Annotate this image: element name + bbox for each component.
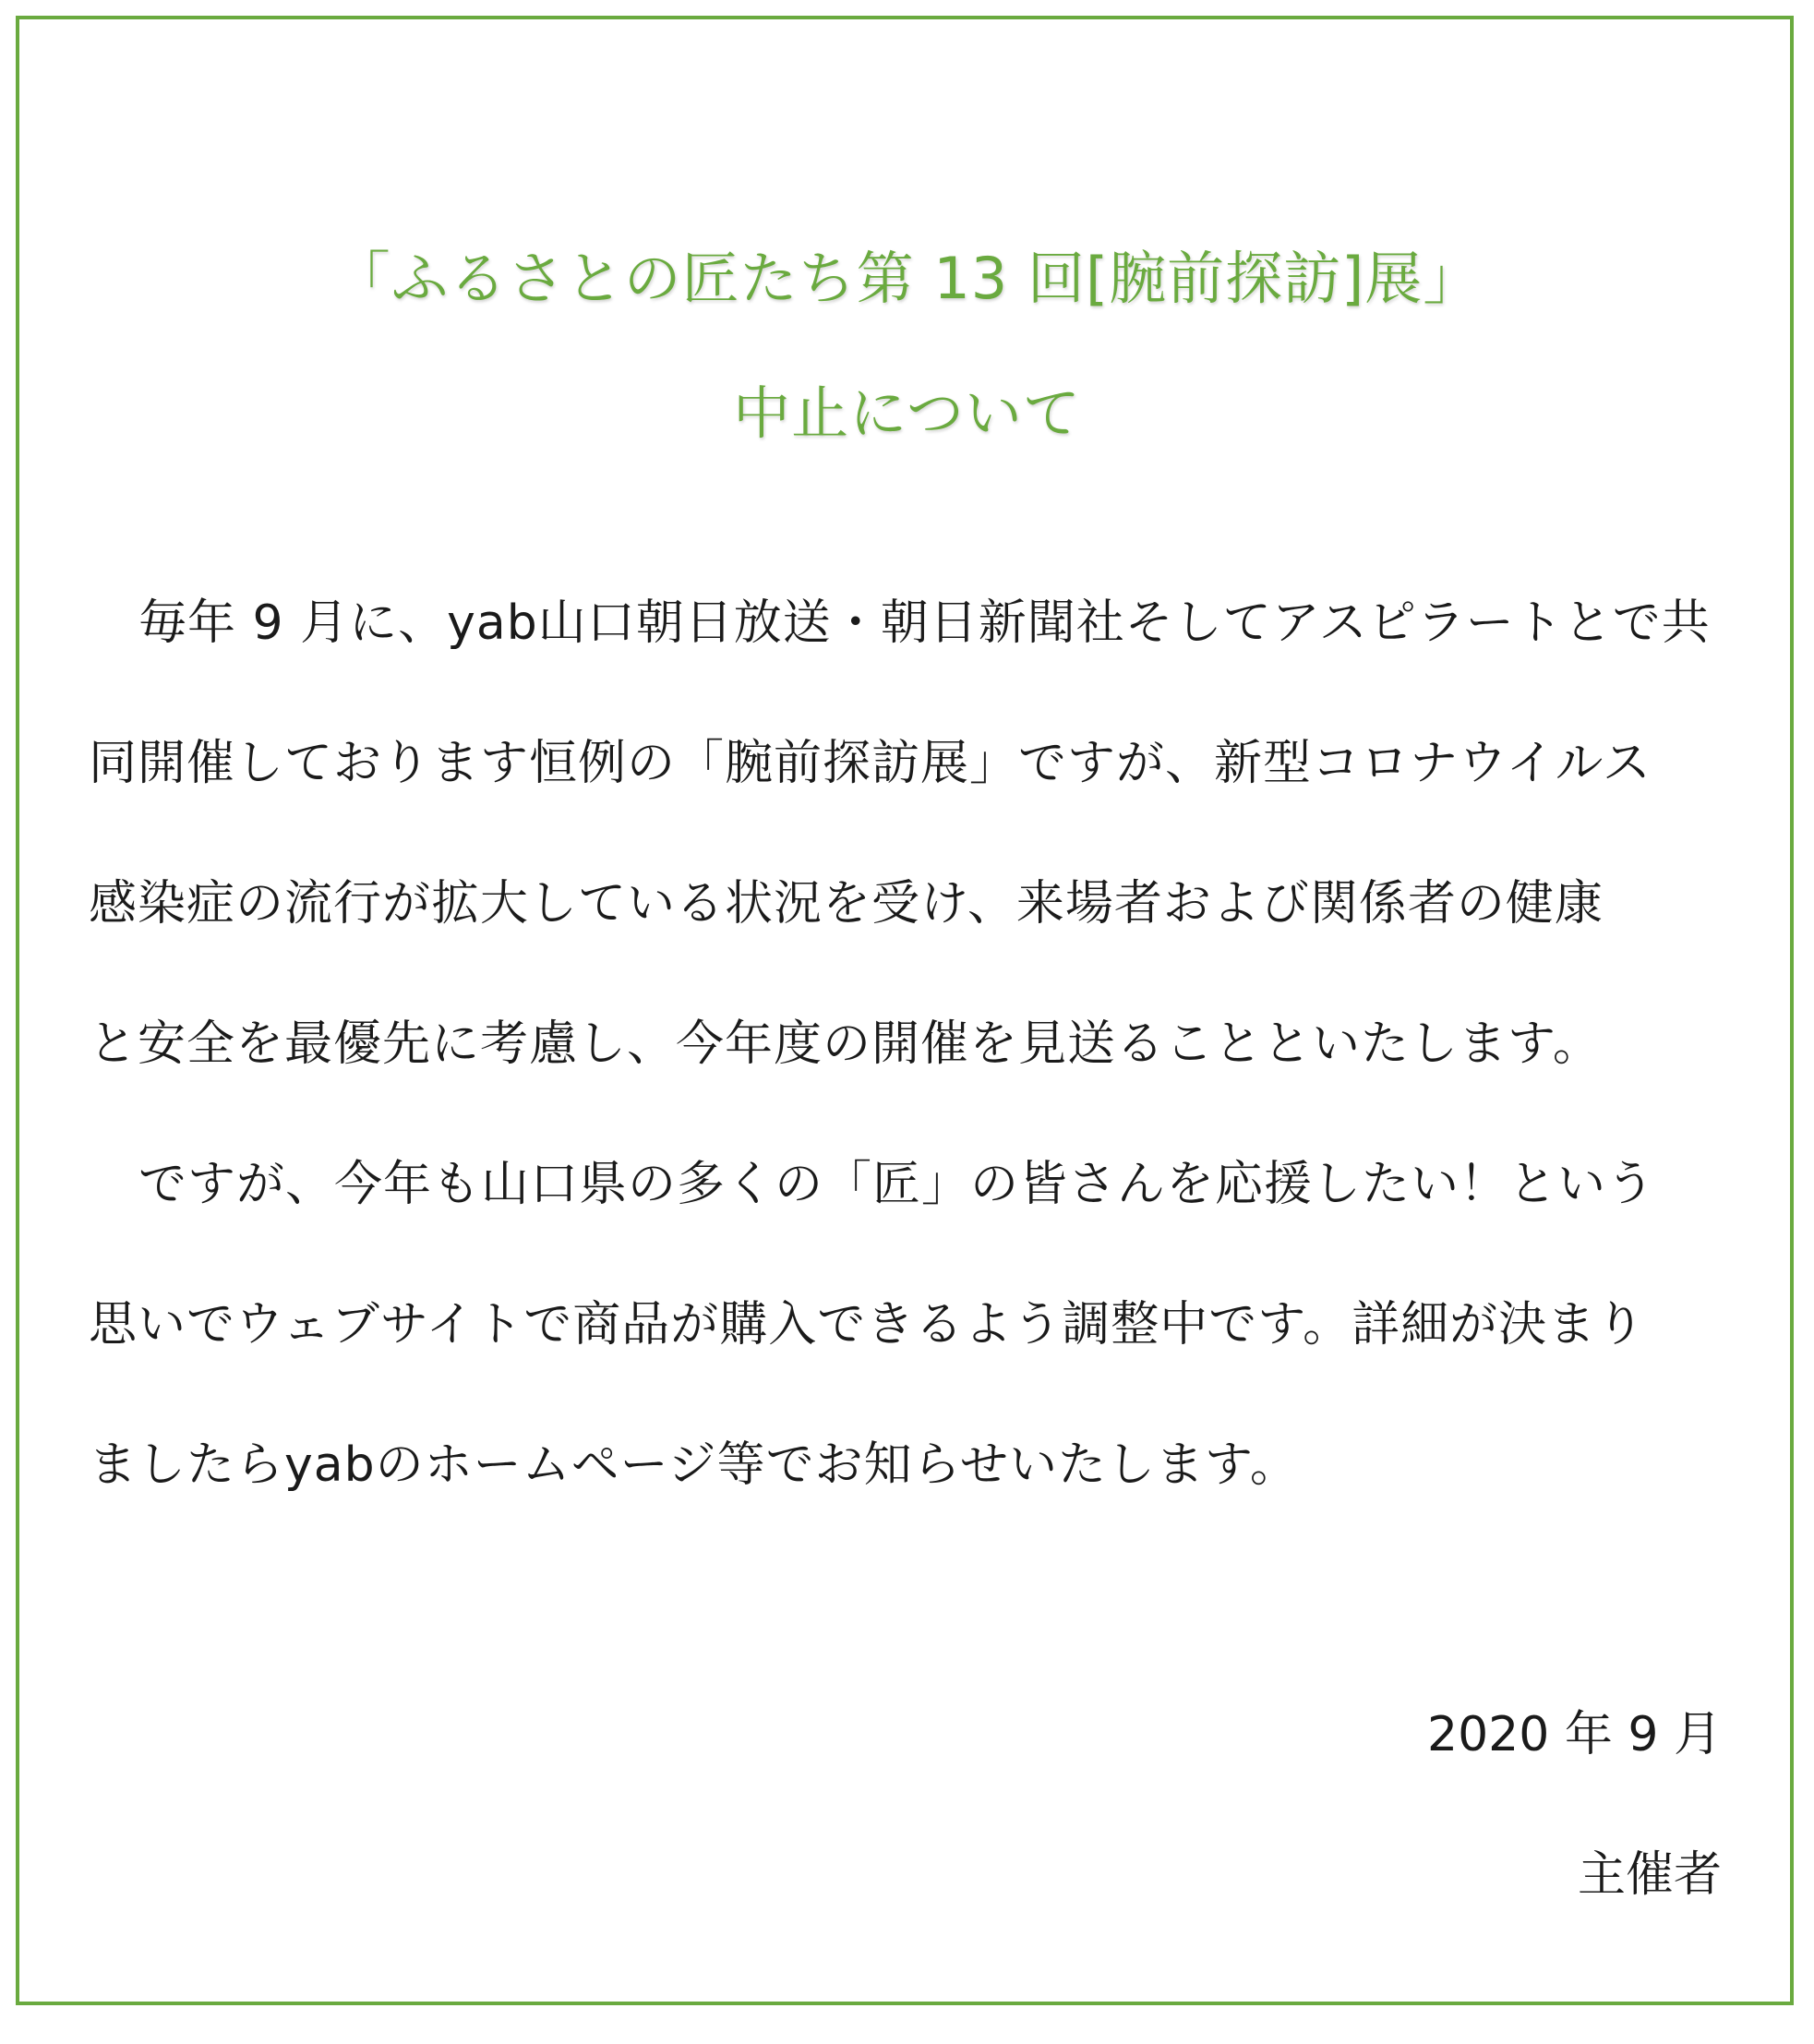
paragraph-1-line-3: 感染症の流行が拡大している状況を受け、来場者および関係者の健康 [89, 876, 1604, 932]
paragraph-1-line-4: と安全を最優先に考慮し、今年度の開催を見送ることといたします。 [89, 1016, 1602, 1072]
paragraph-1-line-2: 同開催しております恒例の「腕前探訪展」ですが、新型コロナウイルス [89, 736, 1652, 791]
paragraph-2-line-1: ですが、今年も山口県の多くの「匠」の皆さんを応援したい！という [138, 1157, 1656, 1212]
paragraph-1-line-1: 毎年 9 月に、yab山口朝日放送・朝日新聞社そしてアスピラートとで共 [138, 595, 1711, 651]
paragraph-2-line-2: 思いでウェブサイトで商品が購入できるよう調整中です。詳細が決まり [89, 1297, 1646, 1353]
paragraph-2-line-3: ましたらyabのホームページ等でお知らせいたします。 [89, 1437, 1299, 1493]
notice-subtitle: 中止について [733, 379, 1081, 447]
notice-date: 2020 年 9 月 [1426, 1707, 1722, 1762]
organizer-signature: 主催者 [1577, 1847, 1722, 1903]
notice-title: 「ふるさとの匠たち第 13 回[腕前探訪]展」 [332, 245, 1482, 312]
